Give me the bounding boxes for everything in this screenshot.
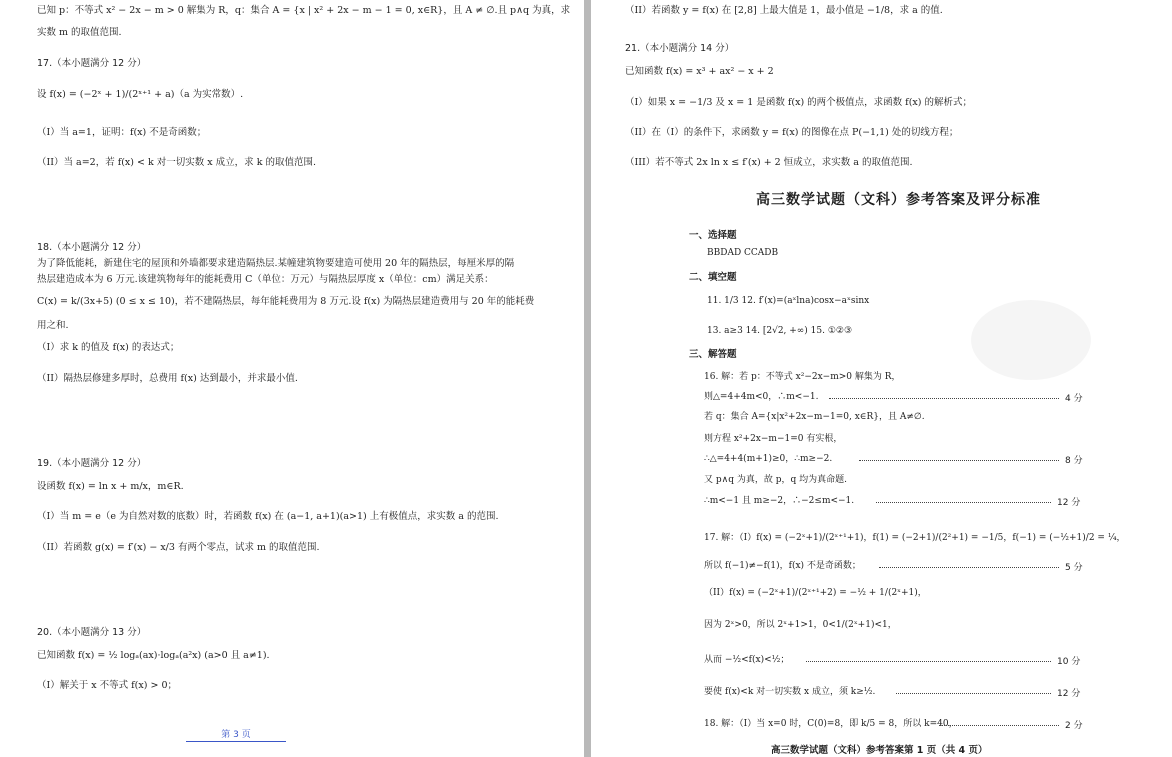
a17-line-1: 17. 解：（I）f(x) = (−2ˣ+1)/(2ˣ⁺¹+1)，f(1) = (−2+1)/(2²+1) = −1/5，f(−1) = (−½+1)/2 = ¼， [704,533,1126,543]
q18-part-1: （I）求 k 的值及 f(x) 的表达式； [37,342,180,353]
q17-heading: 17.（本小题满分 12 分） [37,58,147,69]
fill-answers-1: 11. 1/3 12. f′(x)=(aˣlna)cosx−aˣsinx [707,296,870,306]
a18-score-1: 2 分 [1065,721,1083,731]
a17-dots-1 [879,567,1059,568]
a17-dots-2 [806,661,1051,662]
a16-line-5: ∴△=4+4(m+1)≥0，∴m≥−2. [704,454,833,464]
answer-key-title: 高三数学试题（文科）参考答案及评分标准 [756,192,1041,208]
a18-line-1: 18. 解：（I）当 x=0 时，C(0)=8，即 k/5 = 8，所以 k=40， [704,719,958,729]
intro-line-1: 已知 p：不等式 x² − 2x − m > 0 解集为 R，q：集合 A = {x | x² + 2x − m − 1 = 0, x∈R}，且 A ≠ ∅.且 p∧q 为真，求 [37,5,571,16]
a17-line-5: 从而 −½<f(x)<½； [704,655,790,665]
right-document-page [591,0,1172,757]
q18-heading: 18.（本小题满分 12 分） [37,242,147,253]
q17-part-1: （I）当 a=1，证明：f(x) 不是奇函数； [37,127,207,138]
q19-part-2: （II）若函数 g(x) = f′(x) − x/3 有两个零点，试求 m 的取值范围. [37,542,320,553]
a16-line-7: ∴m<−1 且 m≥−2，∴−2≤m<−1. [704,496,855,506]
a16-line-1: 16. 解：若 p：不等式 x²−2x−m>0 解集为 R， [704,372,901,382]
section-fill-heading: 二、填空题 [689,272,737,283]
section-solution-heading: 三、解答题 [689,349,737,360]
q19-heading: 19.（本小题满分 12 分） [37,458,147,469]
a16-dots-2 [859,460,1059,461]
q18-line-4: 用之和. [37,320,69,331]
q17-definition: 设 f(x) = (−2ˣ + 1)/(2ˣ⁺¹ + a)（a 为实常数）. [37,89,244,100]
fill-answers-2: 13. a≥3 14. [2√2, +∞) 15. ①②③ [707,326,853,336]
a16-dots-1 [829,398,1059,399]
a17-line-4: 因为 2ˣ>0，所以 2ˣ+1>1，0<1/(2ˣ+1)<1， [704,620,897,630]
a16-line-2: 则△=4+4m<0，∴m<−1. [704,392,819,402]
q19-definition: 设函数 f(x) = ln x + m/x，m∈R. [37,481,184,492]
scan-smudge [971,300,1091,380]
a16-line-4: 则方程 x²+2x−m−1=0 有实根， [704,434,843,444]
a16-line-6: 又 p∧q 为真，故 p，q 均为真命题. [704,475,847,485]
q20-heading: 20.（本小题满分 13 分） [37,627,147,638]
a16-score-2: 8 分 [1065,456,1083,466]
answer-page-footer: 高三数学试题（文科）参考答案第 1 页（共 4 页） [771,745,988,756]
page-number-link[interactable]: 第 3 页 [186,727,286,742]
choice-answers: BBDAD CCADB [707,248,779,258]
a17-dots-3 [896,693,1051,694]
a17-score-3: 12 分 [1057,689,1081,699]
q20-part-1: （I）解关于 x 不等式 f(x) > 0； [37,680,178,691]
q18-line-3: C(x) = k/(3x+5) (0 ≤ x ≤ 10)，若不建隔热层，每年能耗费用为 8 万元.设 f(x) 为隔热层建造费用与 20 年的能耗费 [37,296,535,307]
a18-dots-1 [939,725,1059,726]
a16-score-3: 12 分 [1057,498,1081,508]
q17-part-2: （II）当 a=2，若 f(x) < k 对一切实数 x 成立，求 k 的取值范围. [37,157,316,168]
q18-line-2: 热层建造成本为 6 万元.该建筑物每年的能耗费用 C（单位：万元）与隔热层厚度 x（单位：cm）满足关系： [37,274,494,285]
q21-heading: 21.（本小题满分 14 分） [625,43,735,54]
a17-score-1: 5 分 [1065,563,1083,573]
a16-line-3: 若 q：集合 A={x|x²+2x−m−1=0, x∈R}，且 A≠∅. [704,412,925,422]
q18-part-2: （II）隔热层修建多厚时，总费用 f(x) 达到最小，并求最小值. [37,373,298,384]
a17-line-3: （II）f(x) = (−2ˣ+1)/(2ˣ⁺¹+2) = −½ + 1/(2ˣ+1)， [704,588,927,598]
q19-part-1: （I）当 m = e（e 为自然对数的底数）时，若函数 f(x) 在 (a−1, a+1)(a>1) 上有极值点，求实数 a 的范围. [37,511,499,522]
q21-part-3: （III）若不等式 2x ln x ≤ f′(x) + 2 恒成立，求实数 a 的取值范围. [625,157,913,168]
section-choice-heading: 一、选择题 [689,230,737,241]
q21-definition: 已知函数 f(x) = x³ + ax² − x + 2 [625,66,774,77]
intro-line-2: 实数 m 的取值范围. [37,27,122,38]
a17-line-6: 要使 f(x)<k 对一切实数 x 成立，须 k≥½. [704,687,876,697]
q21-part-1: （I）如果 x = −1/3 及 x = 1 是函数 f(x) 的两个极值点，求函数 f(x) 的解析式； [625,97,972,108]
q20-part-2: （II）若函数 y = f(x) 在 [2,8] 上最大值是 1，最小值是 −1/8，求 a 的值. [625,5,943,16]
a16-score-1: 4 分 [1065,394,1083,404]
q20-definition: 已知函数 f(x) = ½ logₐ(ax)·logₐ(a²x) (a>0 且 a≠1). [37,650,270,661]
a17-score-2: 10 分 [1057,657,1081,667]
a16-dots-3 [876,502,1051,503]
left-document-page [0,0,584,757]
q18-line-1: 为了降低能耗，新建住宅的屋顶和外墙都要求建造隔热层.某幢建筑物要建造可使用 20 年的隔热层，每厘米厚的隔 [37,258,515,269]
a17-line-2: 所以 f(−1)≠−f(1)，f(x) 不是奇函数； [704,561,861,571]
q21-part-2: （II）在（I）的条件下，求函数 y = f(x) 的图像在点 P(−1,1) 处的切线方程； [625,127,959,138]
